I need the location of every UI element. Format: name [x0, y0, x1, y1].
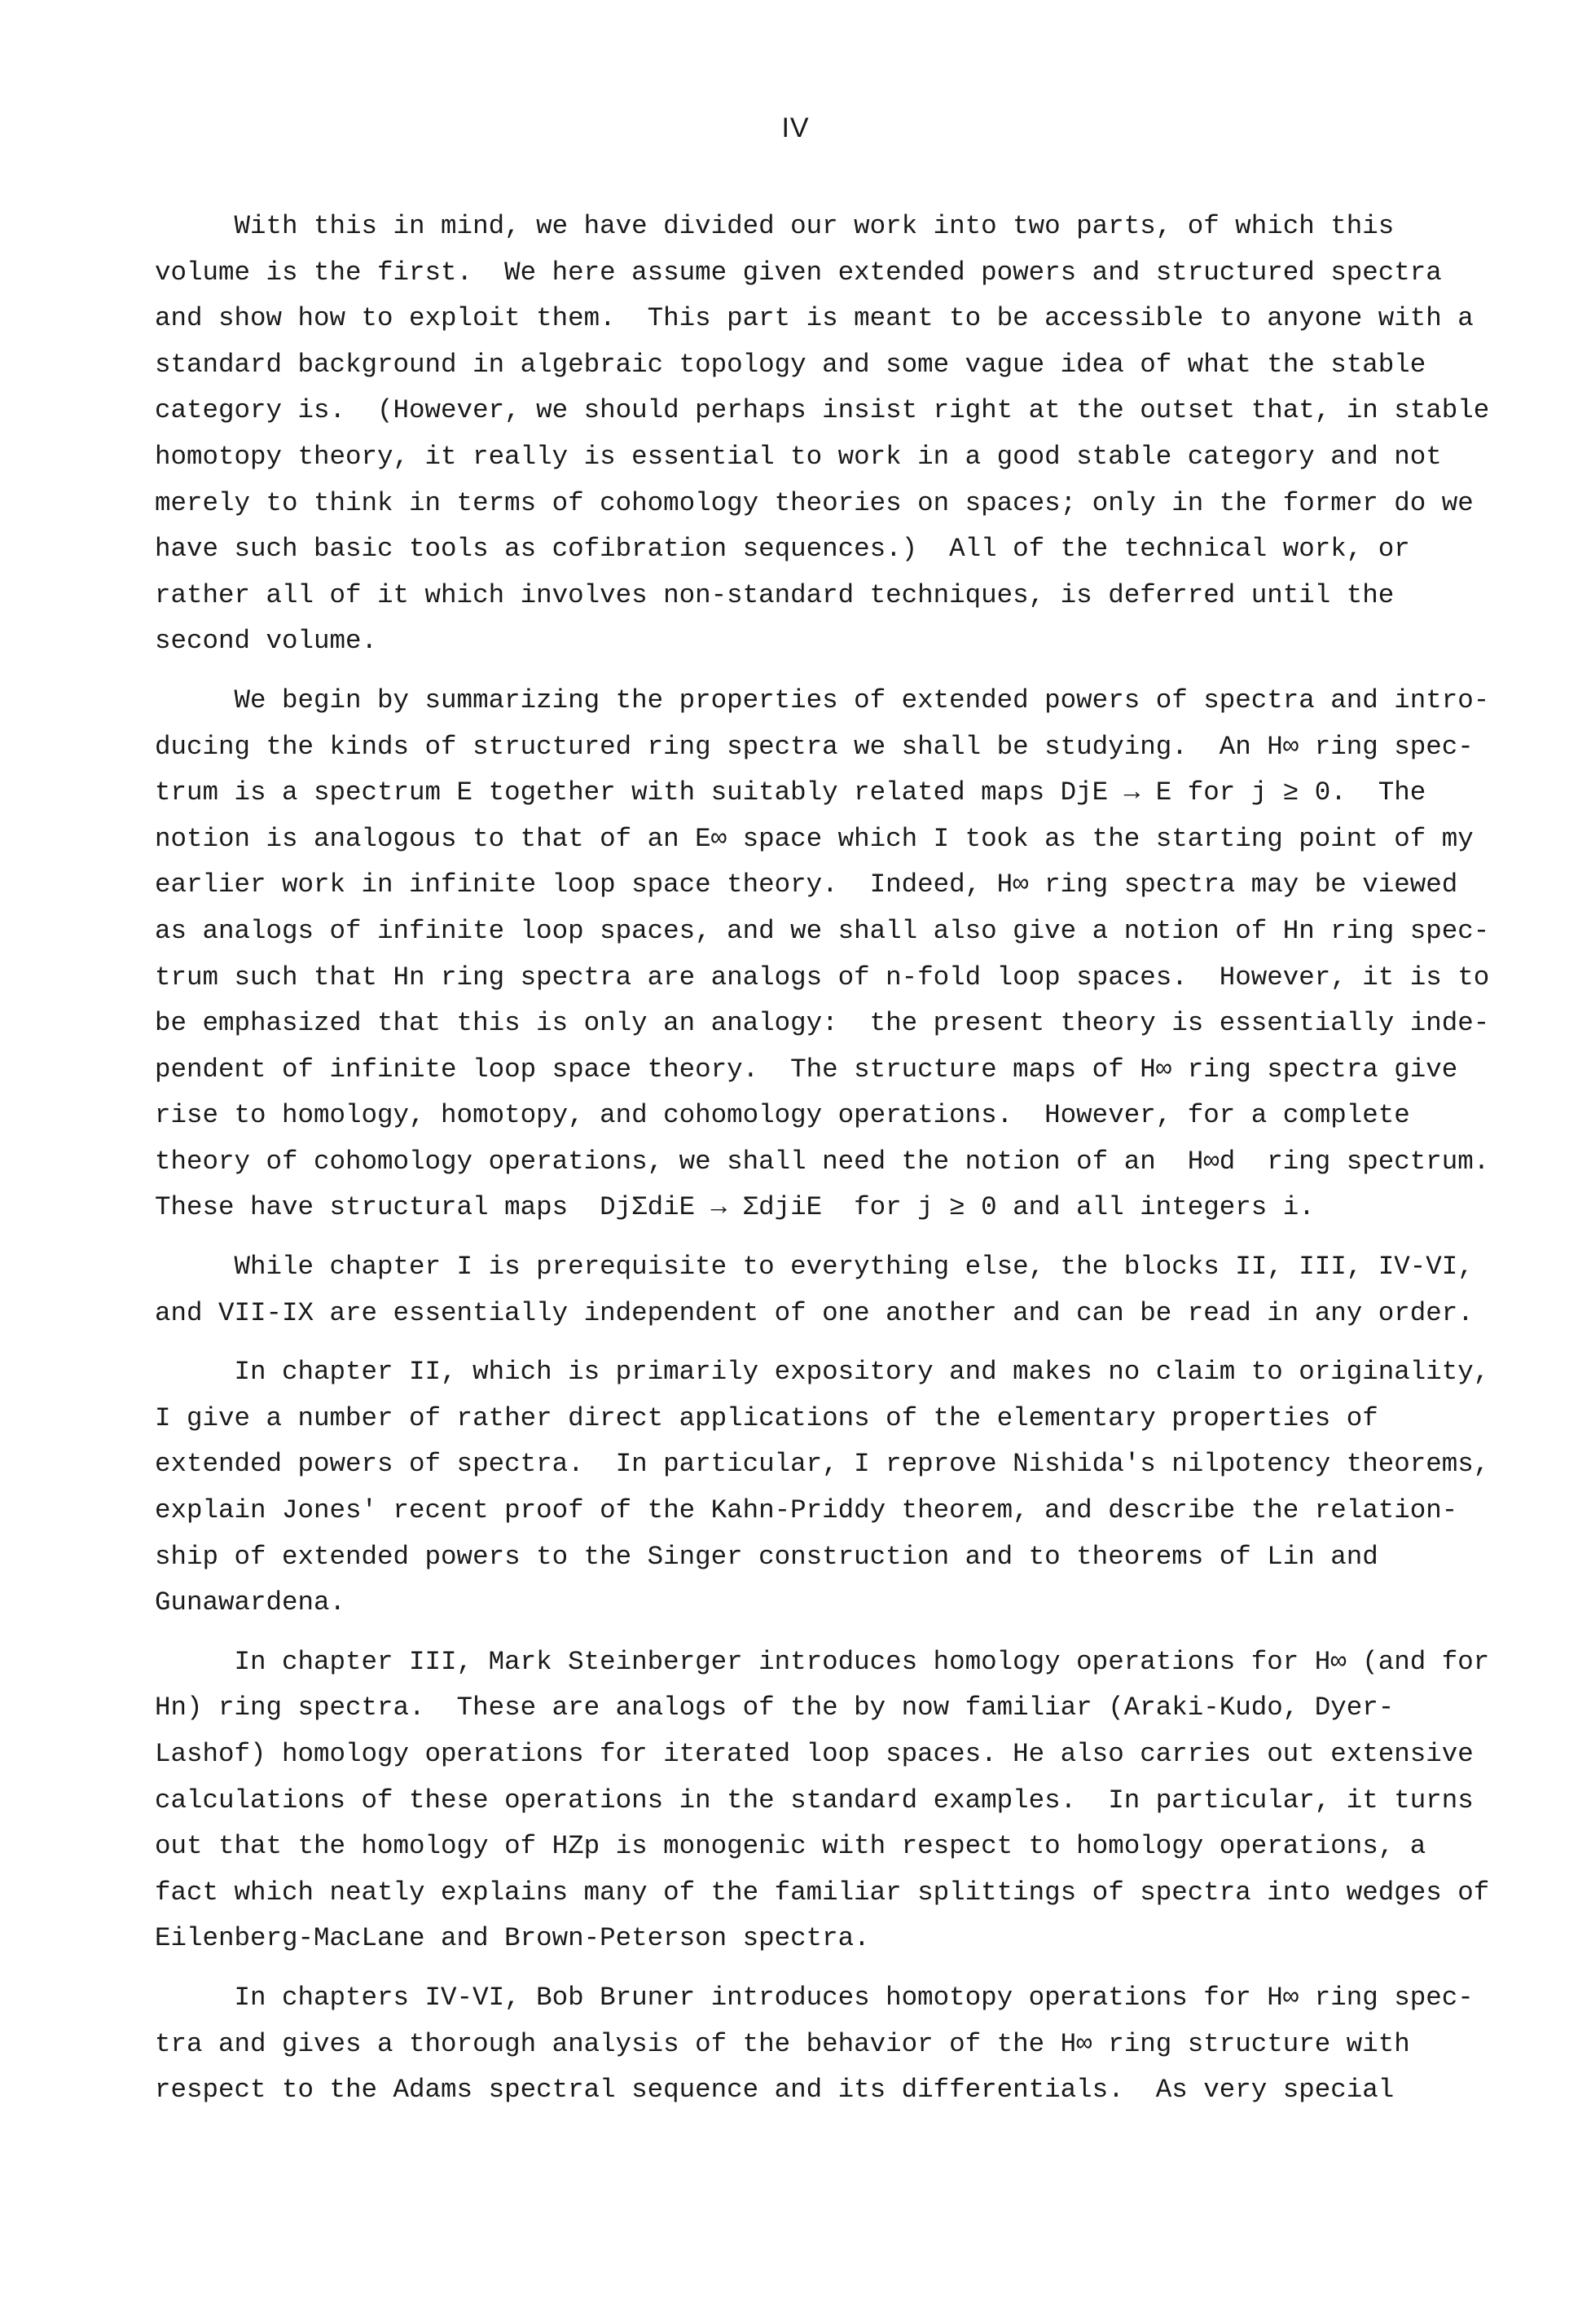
- text-line: extended powers of spectra. In particular, I reprove Nishida's nilpotency theorems,: [155, 1449, 1490, 1480]
- body-text: [155, 204, 1490, 2127]
- text-line: homotopy theory, it really is essential to work in a good stable category and not: [155, 441, 1442, 472]
- text-line: pendent of infinite loop space theory. The structure maps of H∞ ring spectra give: [155, 1054, 1458, 1085]
- text-line: rise to homology, homotopy, and cohomology operations. However, for a complete: [155, 1100, 1410, 1131]
- text-line: trum such that Hn ring spectra are analogs of n-fold loop spaces. However, it is to: [155, 962, 1490, 993]
- text-line: explain Jones' recent proof of the Kahn-Priddy theorem, and describe the relation-: [155, 1495, 1458, 1526]
- text-line: These have structural maps DjΣdiE → ΣdjiE for j ≥ 0 and all integers i.: [155, 1192, 1315, 1223]
- text-line: as analogs of infinite loop spaces, and we shall also give a notion of Hn ring spec-: [155, 915, 1490, 946]
- text-line: calculations of these operations in the standard examples. In particular, it turns: [155, 1785, 1474, 1816]
- text-line: In chapters IV-VI, Bob Bruner introduces homotopy operations for H∞ ring spec-: [155, 1982, 1474, 2013]
- text-line: merely to think in terms of cohomology theories on spaces; only in the former do we: [155, 487, 1474, 518]
- text-line: tra and gives a thorough analysis of the behavior of the H∞ ring structure with: [155, 2028, 1410, 2059]
- page-number: IV: [781, 112, 810, 143]
- text-line: In chapter II, which is primarily expository and makes no claim to originality,: [155, 1357, 1490, 1388]
- text-line: fact which neatly explains many of the familiar splittings of spectra into wedges of: [155, 1877, 1490, 1908]
- text-line: volume is the first. We here assume given extended powers and structured spectra: [155, 257, 1442, 288]
- text-line: Lashof) homology operations for iterated loop spaces. He also carries out extensive: [155, 1739, 1474, 1769]
- text-line: While chapter I is prerequisite to everything else, the blocks II, III, IV-VI,: [155, 1252, 1474, 1283]
- text-line: earlier work in infinite loop space theory. Indeed, H∞ ring spectra may be viewed: [155, 869, 1458, 900]
- text-line: have such basic tools as cofibration sequences.) All of the technical work, or: [155, 534, 1410, 565]
- paragraph-chapter-dependencies: [155, 1244, 1474, 1336]
- text-line: out that the homology of HZp is monogenic with respect to homology operations, a: [155, 1831, 1426, 1862]
- text-line: rather all of it which involves non-standard techniques, is deferred until the: [155, 579, 1395, 610]
- text-line: I give a number of rather direct applications of the elementary properties of: [155, 1402, 1378, 1433]
- paragraph-intro: [155, 204, 1490, 665]
- text-line: trum is a spectrum E together with suitably related maps DjE → E for j ≥ 0. The: [155, 777, 1426, 808]
- text-line: standard background in algebraic topology and some vague idea of what the stable: [155, 349, 1426, 380]
- paragraph-chapter-ii: [155, 1349, 1490, 1626]
- paragraph-structured-spectra: [155, 678, 1490, 1231]
- text-line: We begin by summarizing the properties of extended powers of spectra and intro-: [155, 684, 1490, 715]
- text-line: Gunawardena.: [155, 1587, 346, 1618]
- text-line: category is. (However, we should perhaps insist right at the outset that, in stable: [155, 395, 1490, 426]
- text-line: In chapter III, Mark Steinberger introduces homology operations for H∞ (and for: [155, 1646, 1490, 1677]
- text-line: ship of extended powers to the Singer construction and to theorems of Lin and: [155, 1541, 1378, 1572]
- text-line: be emphasized that this is only an analogy: the present theory is essentially inde-: [155, 1008, 1490, 1039]
- paragraph-chapter-iii: [155, 1640, 1490, 1962]
- text-line: Eilenberg-MacLane and Brown-Peterson spectra.: [155, 1923, 870, 1954]
- text-line: respect to the Adams spectral sequence and its differentials. As very special: [155, 2075, 1395, 2106]
- text-line: ducing the kinds of structured ring spectra we shall be studying. An H∞ ring spec-: [155, 731, 1474, 762]
- text-line: With this in mind, we have divided our work into two parts, of which this: [155, 211, 1395, 241]
- text-line: and VII-IX are essentially independent of one another and can be read in any order.: [155, 1297, 1474, 1328]
- text-line: notion is analogous to that of an E∞ space which I took as the starting point of my: [155, 823, 1474, 854]
- text-line: second volume.: [155, 626, 378, 657]
- paragraph-chapters-iv-vi: [155, 1975, 1474, 2114]
- text-line: Hn) ring spectra. These are analogs of the by now familiar (Araki-Kudo, Dyer-: [155, 1692, 1395, 1723]
- text-line: and show how to exploit them. This part is meant to be accessible to anyone with a: [155, 303, 1474, 334]
- text-line: theory of cohomology operations, we shall need the notion of an H∞d ring spectrum.: [155, 1146, 1490, 1177]
